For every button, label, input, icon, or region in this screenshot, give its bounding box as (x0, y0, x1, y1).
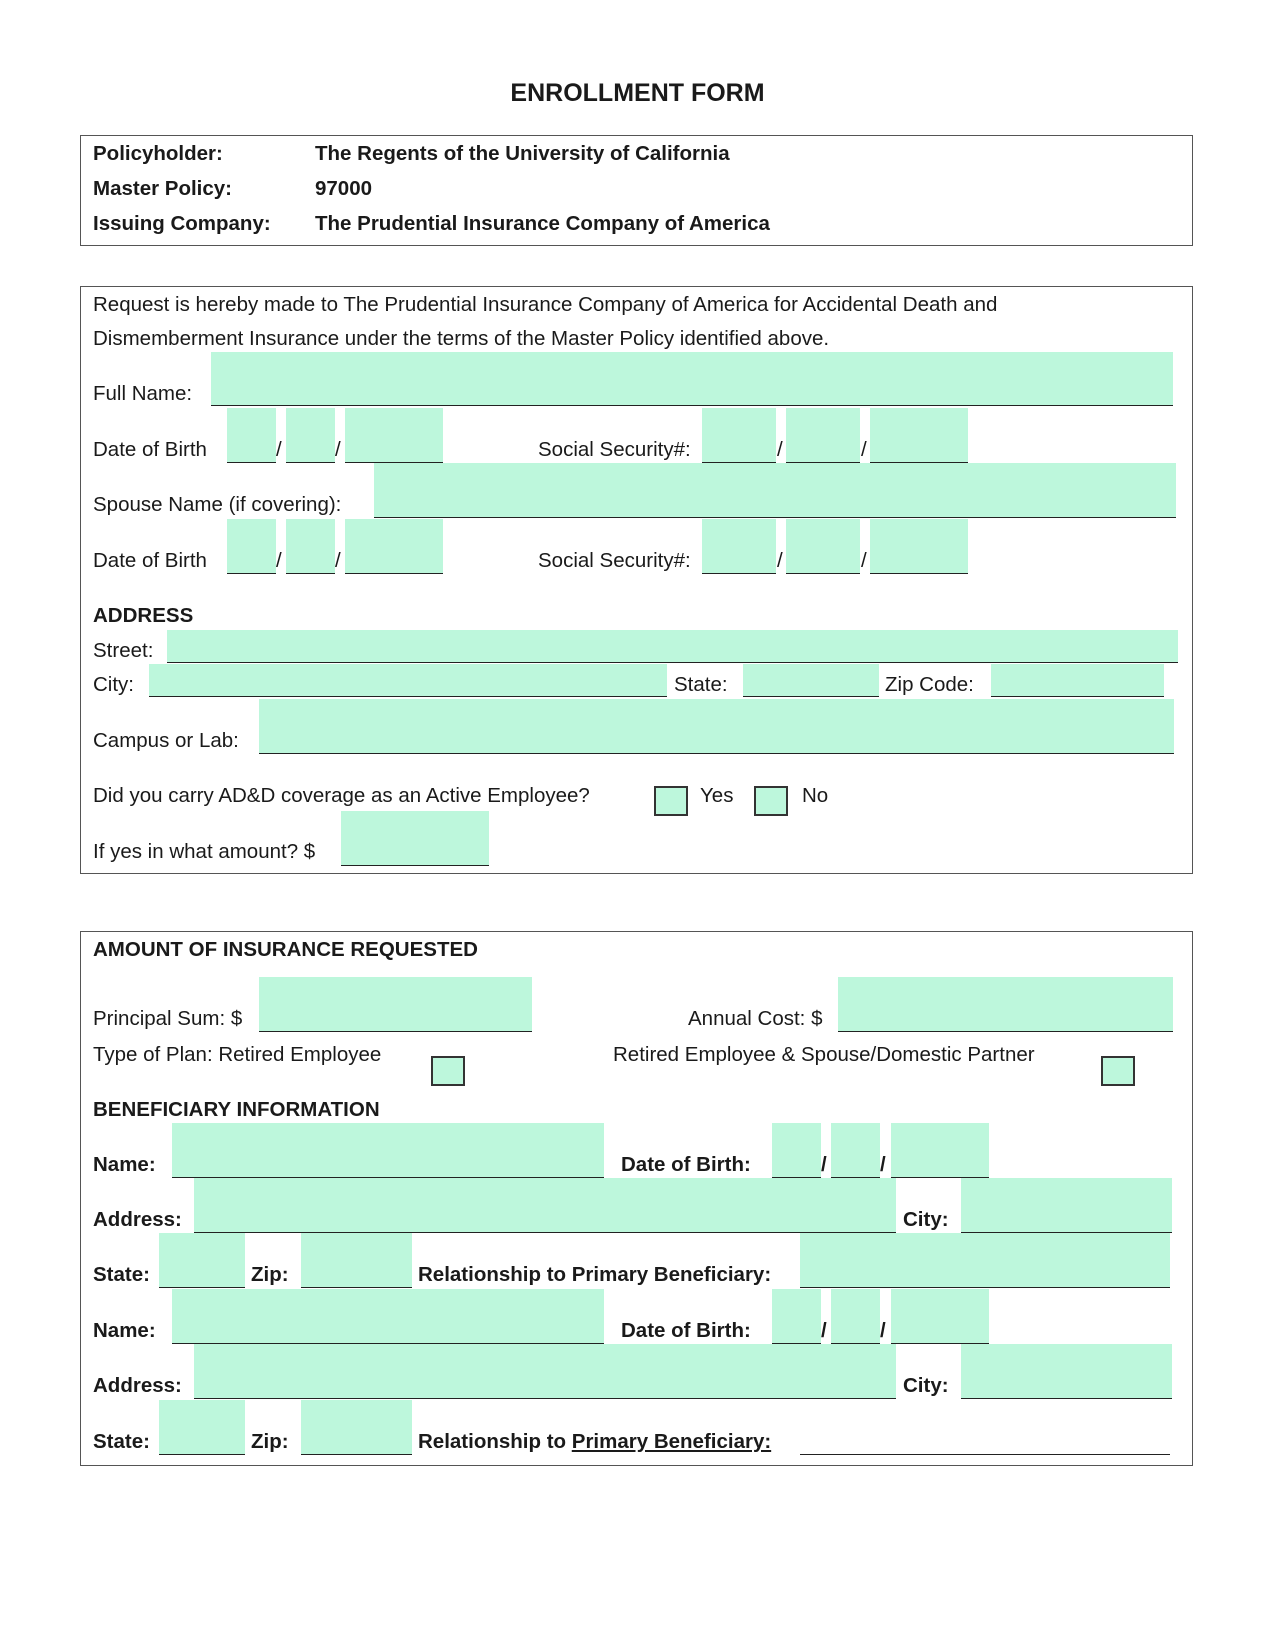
ssn-separator: / (861, 438, 867, 461)
ssn-part1-input[interactable] (702, 408, 776, 463)
plan-retired-checkbox[interactable] (431, 1056, 465, 1086)
principal-sum-input[interactable] (259, 977, 532, 1032)
state-label: State: (674, 673, 728, 696)
state-input[interactable] (743, 664, 879, 697)
beneficiary2-address-label: Address: (93, 1374, 182, 1397)
beneficiary1-name-label: Name: (93, 1153, 156, 1176)
full-name-input[interactable] (211, 352, 1173, 406)
beneficiary2-zip-input[interactable] (301, 1400, 412, 1455)
beneficiary1-address-input[interactable] (194, 1178, 896, 1233)
beneficiary2-name-label: Name: (93, 1319, 156, 1342)
campus-label: Campus or Lab: (93, 729, 239, 752)
dob-year-input[interactable] (345, 408, 443, 463)
master-policy-label: Master Policy: (93, 177, 232, 200)
beneficiary2-name-input[interactable] (172, 1289, 604, 1344)
spouse-ssn-part2-input[interactable] (786, 519, 860, 574)
prior-amount-input[interactable] (341, 811, 489, 866)
plan-type-label: Type of Plan: Retired Employee (93, 1043, 382, 1066)
beneficiary1-zip-label: Zip: (251, 1263, 289, 1286)
beneficiary1-dob-year-input[interactable] (891, 1123, 989, 1178)
policyholder-label: Policyholder: (93, 142, 223, 165)
beneficiary1-state-label: State: (93, 1263, 150, 1286)
full-name-label: Full Name: (93, 382, 193, 405)
beneficiary2-state-input[interactable] (159, 1400, 245, 1455)
beneficiary2-zip-label: Zip: (251, 1430, 289, 1453)
dob-separator: / (821, 1319, 827, 1342)
spouse-dob-day-input[interactable] (286, 519, 335, 574)
dob-day-input[interactable] (286, 408, 335, 463)
ssn-label: Social Security#: (538, 438, 691, 461)
principal-sum-label: Principal Sum: $ (93, 1007, 243, 1030)
plan-spouse-checkbox[interactable] (1101, 1056, 1135, 1086)
beneficiary2-relationship-label (418, 1430, 771, 1454)
zip-code-label: Zip Code: (885, 673, 974, 696)
dob-separator: / (880, 1319, 886, 1342)
dob-month-input[interactable] (227, 408, 276, 463)
adnd-no-checkbox[interactable] (754, 786, 788, 816)
spouse-ssn-part3-input[interactable] (870, 519, 968, 574)
dob-separator: / (821, 1153, 827, 1176)
campus-input[interactable] (259, 699, 1174, 754)
spouse-dob-year-input[interactable] (345, 519, 443, 574)
beneficiary1-relationship-label: Relationship to Primary Beneficiary: (418, 1263, 772, 1286)
adnd-yes-label: Yes (700, 784, 734, 807)
beneficiary1-zip-input[interactable] (301, 1233, 412, 1288)
page-title: ENROLLMENT FORM (510, 79, 765, 107)
relationship-underlined: Primary Beneficiary: (571, 1430, 772, 1453)
dob-separator: / (276, 549, 282, 572)
annual-cost-input[interactable] (838, 977, 1173, 1032)
issuing-company-label: Issuing Company: (93, 212, 271, 235)
request-intro-line1: Request is hereby made to The Prudential Insurance Company of America for Accidental Death and (93, 293, 998, 316)
beneficiary2-dob-year-input[interactable] (891, 1289, 989, 1344)
city-label: City: (93, 673, 134, 696)
street-input[interactable] (167, 630, 1178, 663)
dob-label: Date of Birth (93, 438, 207, 461)
insurance-heading: AMOUNT OF INSURANCE REQUESTED (93, 938, 478, 961)
plan-option2-label: Retired Employee & Spouse/Domestic Partner (613, 1043, 1035, 1066)
issuing-company-value: The Prudential Insurance Company of America (315, 212, 770, 235)
master-policy-value: 97000 (315, 177, 373, 200)
beneficiary1-address-label: Address: (93, 1208, 182, 1231)
adnd-question: Did you carry AD&D coverage as an Active Employee? (93, 784, 590, 807)
beneficiary1-dob-month-input[interactable] (772, 1123, 821, 1178)
beneficiary1-dob-day-input[interactable] (831, 1123, 880, 1178)
beneficiary2-city-label: City: (903, 1374, 949, 1397)
beneficiary1-city-label: City: (903, 1208, 949, 1231)
spouse-name-input[interactable] (374, 463, 1176, 518)
beneficiary2-dob-month-input[interactable] (772, 1289, 821, 1344)
beneficiary2-dob-day-input[interactable] (831, 1289, 880, 1344)
relationship-prefix: Relationship to (418, 1430, 567, 1453)
ssn-separator: / (777, 549, 783, 572)
annual-cost-label: Annual Cost: $ (688, 1007, 823, 1030)
dob-separator: / (880, 1153, 886, 1176)
beneficiary2-address-input[interactable] (194, 1344, 896, 1399)
amount-question: If yes in what amount? $ (93, 840, 316, 863)
request-intro-line2: Dismemberment Insurance under the terms of the Master Policy identified above. (93, 327, 830, 350)
ssn-part2-input[interactable] (786, 408, 860, 463)
dob-separator: / (335, 549, 341, 572)
ssn-part3-input[interactable] (870, 408, 968, 463)
beneficiary1-relationship-input[interactable] (800, 1233, 1170, 1288)
dob-separator: / (276, 438, 282, 461)
beneficiary2-relationship-input[interactable] (800, 1430, 1170, 1455)
street-label: Street: (93, 639, 154, 662)
city-input[interactable] (149, 664, 667, 697)
spouse-ssn-label: Social Security#: (538, 549, 691, 572)
adnd-no-label: No (802, 784, 829, 807)
beneficiary1-name-input[interactable] (172, 1123, 604, 1178)
spouse-name-label: Spouse Name (if covering): (93, 493, 342, 516)
spouse-dob-label: Date of Birth (93, 549, 207, 572)
beneficiary-heading: BENEFICIARY INFORMATION (93, 1098, 380, 1121)
address-heading: ADDRESS (93, 604, 194, 627)
beneficiary2-dob-label: Date of Birth: (621, 1319, 751, 1342)
zip-code-input[interactable] (991, 664, 1164, 697)
spouse-ssn-part1-input[interactable] (702, 519, 776, 574)
beneficiary2-state-label: State: (93, 1430, 150, 1453)
ssn-separator: / (777, 438, 783, 461)
beneficiary1-dob-label: Date of Birth: (621, 1153, 751, 1176)
ssn-separator: / (861, 549, 867, 572)
adnd-yes-checkbox[interactable] (654, 786, 688, 816)
dob-separator: / (335, 438, 341, 461)
beneficiary1-city-input[interactable] (961, 1178, 1172, 1233)
beneficiary1-state-input[interactable] (159, 1233, 245, 1288)
spouse-dob-month-input[interactable] (227, 519, 276, 574)
beneficiary2-city-input[interactable] (961, 1344, 1172, 1399)
policyholder-value: The Regents of the University of California (315, 142, 730, 165)
